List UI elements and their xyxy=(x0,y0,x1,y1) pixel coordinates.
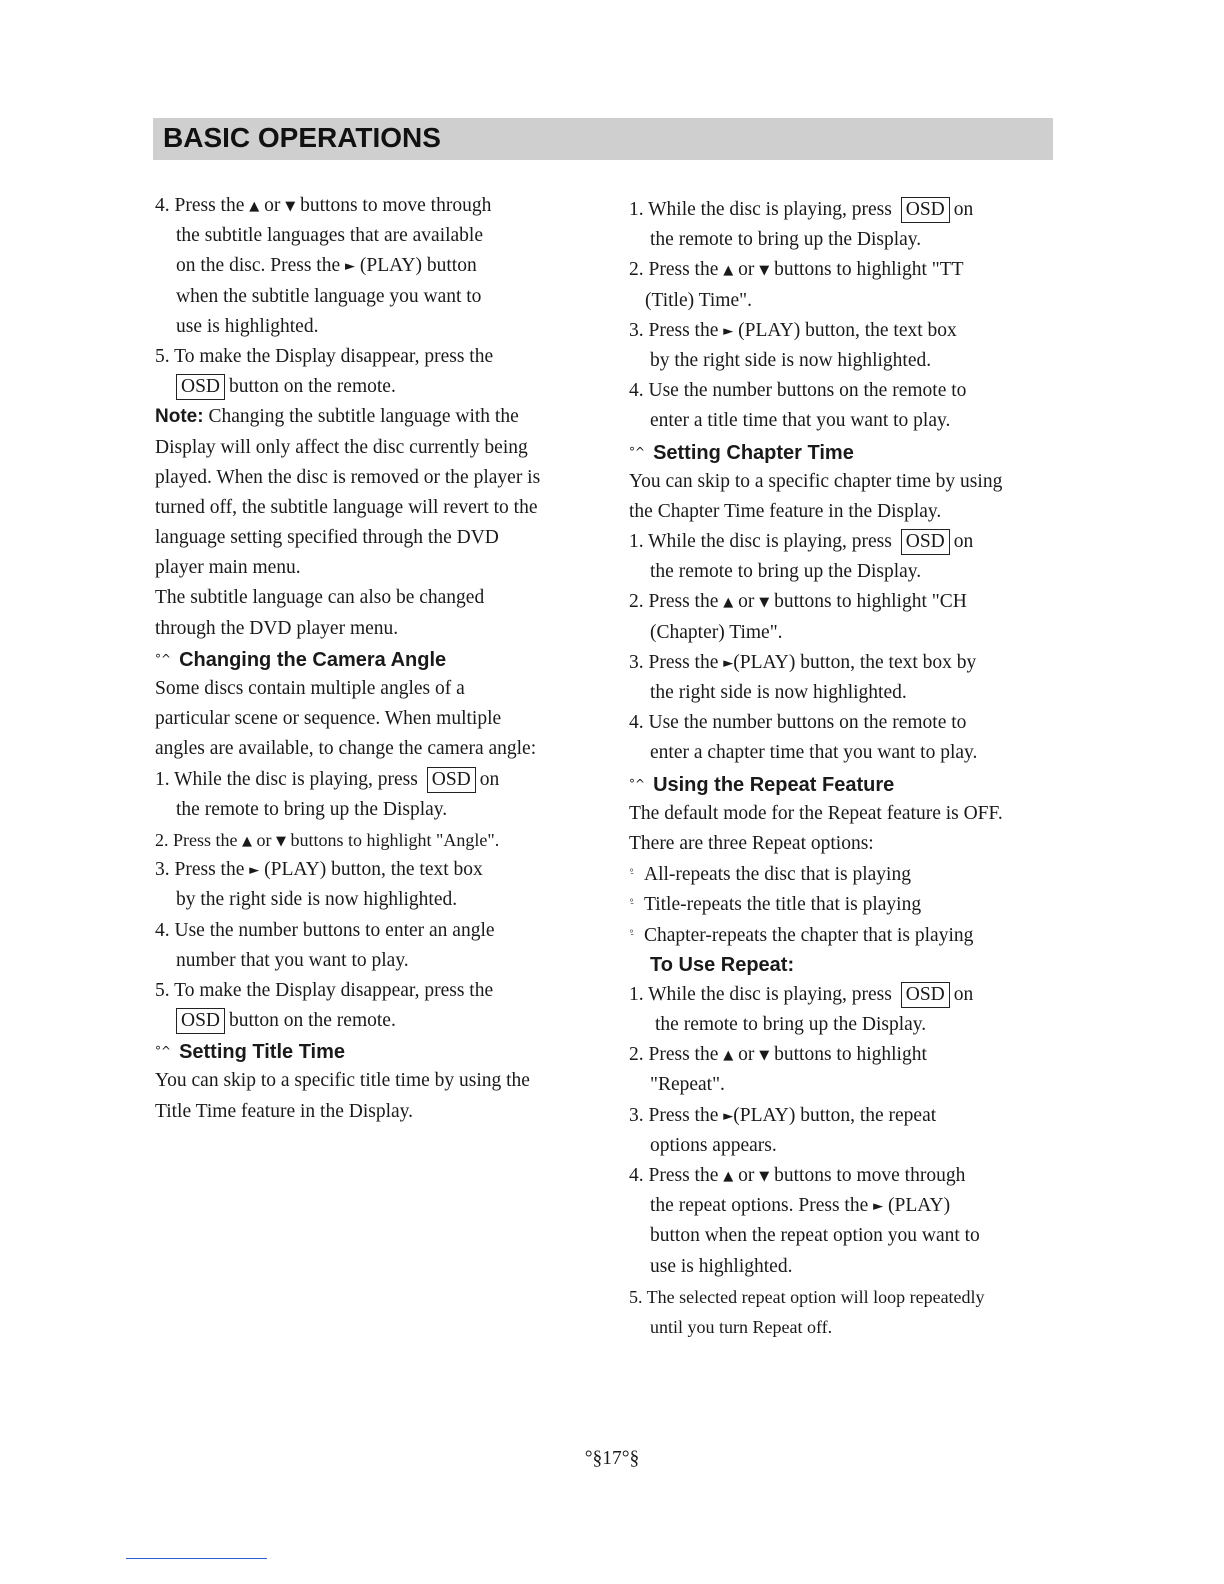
section-heading: °^ Setting Title Time xyxy=(155,1041,346,1064)
list-bullet-icon: °̵ xyxy=(629,898,634,910)
play-icon: ► xyxy=(723,1108,734,1124)
osd-key: OSD xyxy=(176,1008,225,1034)
down-arrow-icon: ▼ xyxy=(759,1169,770,1184)
play-icon: ► xyxy=(723,323,734,339)
list-item: °̵ Chapter-repeats the chapter that is playing xyxy=(629,924,974,946)
step-line: 1. While the disc is playing, press OSD on xyxy=(629,527,1049,557)
step-line: 1. While the disc is playing, press OSD on xyxy=(629,195,1049,225)
up-arrow-icon: ▲ xyxy=(242,833,252,849)
list-bullet-icon: °̵ xyxy=(629,928,634,940)
step-line: 2. Press the ▲ or ▼ buttons to highlight "Angle". xyxy=(155,829,500,850)
step-line: enter a title time that you want to play. xyxy=(650,410,951,432)
up-arrow-icon: ▲ xyxy=(723,1048,734,1064)
body-line: You can skip to a specific title time by using the xyxy=(155,1070,530,1092)
note-line: language setting specified through the DVD xyxy=(155,527,499,549)
sub-heading: To Use Repeat: xyxy=(650,953,795,976)
section-header xyxy=(153,118,1053,160)
step-line: "Repeat". xyxy=(650,1074,725,1096)
osd-key: OSD xyxy=(901,529,950,555)
step-line: by the right side is now highlighted. xyxy=(650,349,932,371)
note-line: Display will only affect the disc currently being xyxy=(155,436,528,458)
step-line: OSD button on the remote. xyxy=(155,372,595,402)
step-line: 4. Use the number buttons to enter an angle xyxy=(155,919,495,941)
step-line: the remote to bring up the Display. xyxy=(176,798,448,820)
step-line: (Title) Time". xyxy=(645,289,752,311)
note-line: Note: Changing the subtitle language with the xyxy=(155,406,519,428)
down-arrow-icon: ▼ xyxy=(276,833,286,849)
step-line: the right side is now highlighted. xyxy=(650,682,907,703)
body-line: angles are available, to change the camera angle: xyxy=(155,738,537,760)
step-line: (Chapter) Time". xyxy=(650,621,783,643)
step-line: 5. To make the Display disappear, press the xyxy=(155,345,494,367)
step-line: the repeat options. Press the ► (PLAY) xyxy=(650,1195,951,1217)
step-line: 2. Press the ▲ or ▼ buttons to highlight xyxy=(629,1044,927,1066)
osd-key: OSD xyxy=(176,374,225,400)
bullet-glyph-icon: °^ xyxy=(155,651,172,666)
step-line: when the subtitle language you want to xyxy=(176,285,482,307)
list-bullet-icon: °̵ xyxy=(629,868,634,880)
step-line: 3. Press the ►(PLAY) button, the text box by xyxy=(629,651,977,673)
note-line: through the DVD player menu. xyxy=(155,617,399,639)
note-line: turned off, the subtitle language will revert to the xyxy=(155,496,538,518)
section-heading: °^ Changing the Camera Angle xyxy=(155,648,447,671)
down-arrow-icon: ▼ xyxy=(759,595,770,611)
step-line: the remote to bring up the Display. xyxy=(650,229,922,251)
step-line: enter a chapter time that you want to play. xyxy=(650,742,978,764)
step-line: 4. Use the number buttons on the remote to xyxy=(629,380,967,402)
bullet-glyph-icon: °^ xyxy=(629,444,646,459)
up-arrow-icon: ▲ xyxy=(723,1169,734,1184)
step-line: options appears. xyxy=(650,1134,777,1156)
left-column xyxy=(155,191,595,1127)
down-arrow-icon: ▼ xyxy=(759,1048,770,1064)
body-line: You can skip to a specific chapter time by using xyxy=(629,470,1003,492)
page-number: °§17°§ xyxy=(584,1448,640,1469)
step-line: 5. To make the Display disappear, press the xyxy=(155,979,494,1001)
step-line: by the right side is now highlighted. xyxy=(176,889,458,911)
step-line: until you turn Repeat off. xyxy=(650,1316,833,1337)
step-line: 2. Press the ▲ or ▼ buttons to highlight "CH xyxy=(629,591,967,613)
list-item: °̵ All-repeats the disc that is playing xyxy=(629,864,911,886)
body-line: the Chapter Time feature in the Display. xyxy=(629,500,942,522)
step-line: button when the repeat option you want to xyxy=(650,1225,980,1247)
step-line: use is highlighted. xyxy=(176,315,319,337)
play-icon: ► xyxy=(723,655,734,671)
bullet-glyph-icon: °^ xyxy=(155,1044,172,1059)
right-column xyxy=(629,195,1049,1342)
play-icon: ► xyxy=(344,259,355,275)
step-line: 2. Press the ▲ or ▼ buttons to highlight "TT xyxy=(629,259,964,281)
step-line: number that you want to play. xyxy=(176,949,409,971)
note-line: played. When the disc is removed or the player is xyxy=(155,466,541,488)
up-arrow-icon: ▲ xyxy=(723,263,734,279)
body-line: particular scene or sequence. When multiple xyxy=(155,708,502,730)
section-heading: °^ Using the Repeat Feature xyxy=(629,773,895,796)
step-line: 1. While the disc is playing, press OSD on xyxy=(155,765,595,795)
step-line: 4. Press the ▲ or ▼ buttons to move through xyxy=(629,1165,966,1186)
step-line: 1. While the disc is playing, press OSD on xyxy=(629,980,1049,1010)
step-line: the subtitle languages that are available xyxy=(176,225,484,247)
section-heading: °^ Setting Chapter Time xyxy=(629,441,854,464)
step-line: 3. Press the ► (PLAY) button, the text box xyxy=(629,319,957,341)
section-title: BASIC OPERATIONS xyxy=(163,122,441,153)
note-line: player main menu. xyxy=(155,557,301,579)
step-line: use is highlighted. xyxy=(650,1255,793,1277)
step-line: 3. Press the ► (PLAY) button, the text box xyxy=(155,859,483,881)
step-line: OSD button on the remote. xyxy=(155,1006,595,1036)
osd-key: OSD xyxy=(901,982,950,1008)
step-line: on the disc. Press the ► (PLAY) button xyxy=(176,255,477,277)
body-line: Some discs contain multiple angles of a xyxy=(155,678,465,699)
footer-rule xyxy=(126,1558,267,1559)
down-arrow-icon: ▼ xyxy=(759,263,770,279)
bullet-glyph-icon: °^ xyxy=(629,776,646,791)
up-arrow-icon: ▲ xyxy=(723,595,734,611)
note-label: Note: xyxy=(155,406,204,428)
step-line: 4. Use the number buttons on the remote to xyxy=(629,712,967,734)
body-line: The default mode for the Repeat feature is OFF. xyxy=(629,802,1003,824)
step-line: the remote to bring up the Display. xyxy=(650,561,922,583)
note-line: The subtitle language can also be changed xyxy=(155,587,485,609)
play-icon: ► xyxy=(873,1199,884,1215)
step-line: the remote to bring up the Display. xyxy=(655,1014,927,1036)
step-line: 5. The selected repeat option will loop repeatedly xyxy=(629,1286,985,1307)
down-arrow-icon: ▼ xyxy=(285,199,296,214)
body-line: There are three Repeat options: xyxy=(629,832,874,854)
list-item: °̵ Title-repeats the title that is playing xyxy=(629,894,922,916)
step-line: 4. Press the ▲ or ▼ buttons to move through xyxy=(155,195,492,216)
osd-key: OSD xyxy=(901,197,950,223)
step-line: 3. Press the ►(PLAY) button, the repeat xyxy=(629,1104,937,1126)
up-arrow-icon: ▲ xyxy=(249,199,260,214)
osd-key: OSD xyxy=(427,767,476,793)
play-icon: ► xyxy=(249,863,260,879)
body-line: Title Time feature in the Display. xyxy=(155,1100,414,1122)
